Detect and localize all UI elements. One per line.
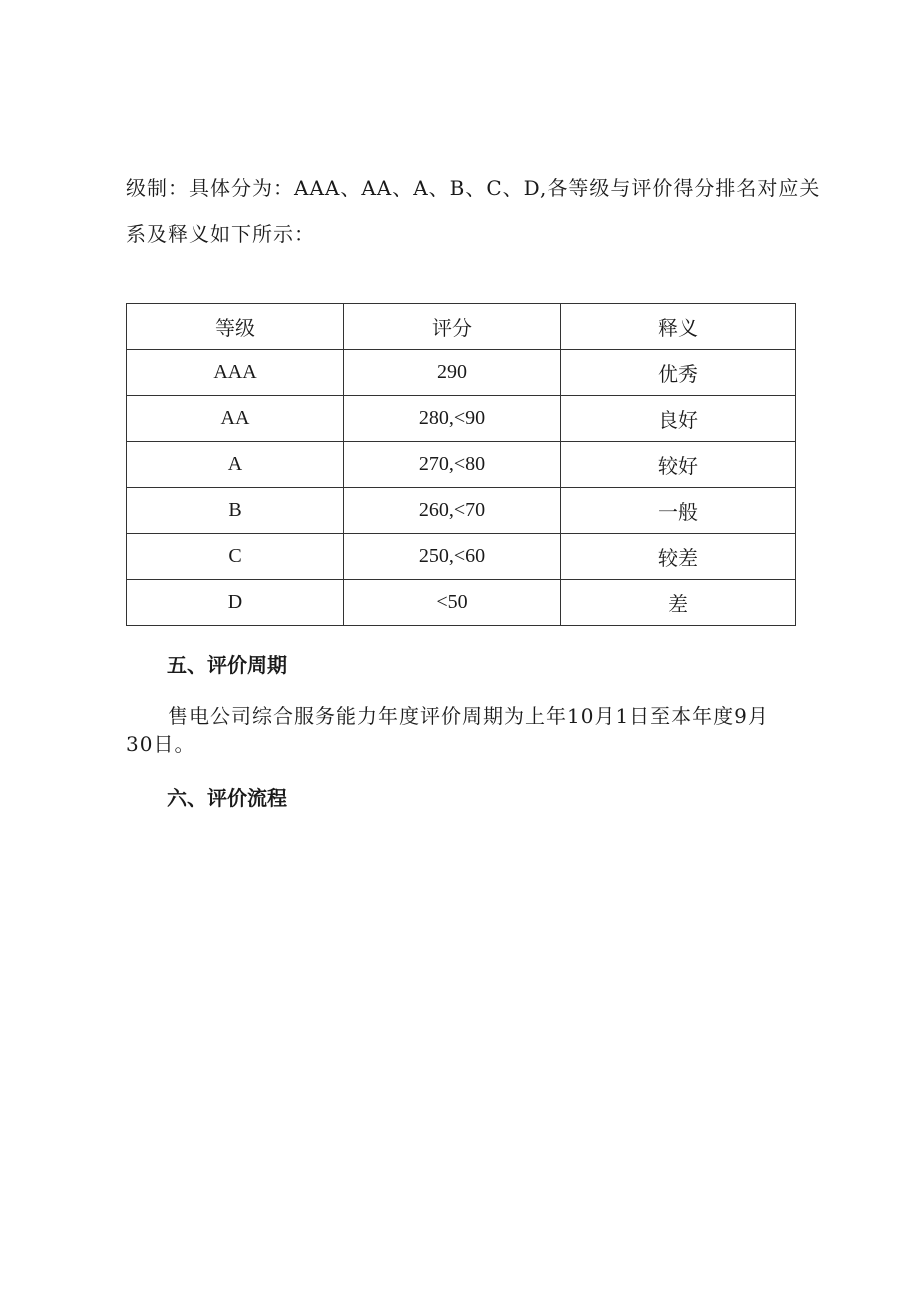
cell-score: 260,<70 [344, 488, 561, 534]
cell-meaning: 较好 [561, 442, 796, 488]
header-grade: 等级 [127, 304, 344, 350]
cell-meaning: 较差 [561, 534, 796, 580]
header-score: 评分 [344, 304, 561, 350]
intro-line-2: 系及释义如下所示： [126, 222, 315, 246]
cell-grade: A [127, 442, 344, 488]
table-header-row [127, 304, 796, 350]
table-row [127, 534, 796, 580]
section-heading-evaluation-period: 五、评价周期 [167, 653, 287, 677]
header-meaning: 释义 [561, 304, 796, 350]
table-row [127, 580, 796, 626]
cell-grade: C [127, 534, 344, 580]
cell-meaning: 一般 [561, 488, 796, 534]
cell-score: 250,<60 [344, 534, 561, 580]
cell-grade: D [127, 580, 344, 626]
cell-score: 290 [344, 350, 561, 396]
cell-score: 280,<90 [344, 396, 561, 442]
cell-score: 270,<80 [344, 442, 561, 488]
cell-grade: AA [127, 396, 344, 442]
evaluation-period-text: 售电公司综合服务能力年度评价周期为上年10月1日至本年度9月30日。 [126, 704, 769, 756]
intro-line-1: 级制：具体分为：AAA、AA、A、B、C、D,各等级与评价得分排名对应关 [126, 176, 821, 200]
section-heading-evaluation-process: 六、评价流程 [167, 786, 287, 810]
cell-grade: B [127, 488, 344, 534]
cell-score: <50 [344, 580, 561, 626]
grade-table [126, 303, 796, 626]
cell-meaning: 良好 [561, 396, 796, 442]
cell-meaning: 优秀 [561, 350, 796, 396]
cell-meaning: 差 [561, 580, 796, 626]
table-row [127, 442, 796, 488]
table-row [127, 350, 796, 396]
table-row [127, 488, 796, 534]
cell-grade: AAA [127, 350, 344, 396]
table-row [127, 396, 796, 442]
